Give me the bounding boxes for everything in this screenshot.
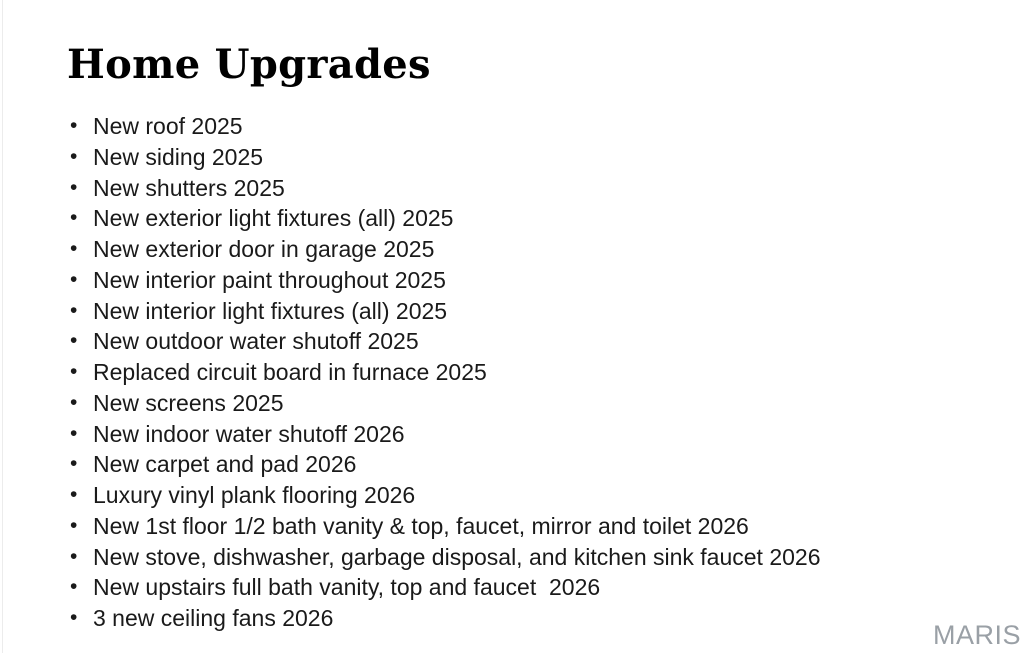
list-item (68, 449, 821, 480)
list-item (68, 173, 821, 204)
list-item-text: New exterior door in garage 2025 (93, 236, 435, 262)
list-item-text: New exterior light fixtures (all) 2025 (93, 205, 454, 232)
list-item-text: New screens 2025 (93, 389, 284, 416)
list-item (68, 142, 821, 173)
list-item-text: Replaced circuit board in furnace 2025 (93, 359, 487, 385)
list-item-text: New carpet and pad 2026 (93, 451, 357, 478)
list-item (68, 357, 821, 388)
list-item (68, 419, 821, 450)
list-item (68, 326, 821, 357)
list-item (68, 572, 821, 603)
list-item (68, 203, 821, 234)
list-item-text: Luxury vinyl plank flooring 2026 (93, 482, 416, 508)
upgrades-list (68, 111, 821, 634)
list-item-text: 3 new ceiling fans 2026 (93, 605, 334, 631)
list-item-text: New outdoor water shutoff 2025 (93, 328, 419, 355)
maris-watermark: MARIS (932, 620, 1021, 650)
list-item-text: New 1st floor 1/2 bath vanity & top, faucet, mirror and toilet 2026 (93, 512, 749, 539)
list-item (68, 388, 821, 419)
list-item (68, 234, 821, 265)
list-item (68, 111, 821, 142)
list-item-text: New interior paint throughout 2025 (93, 266, 446, 293)
list-item-text: New upstairs full bath vanity, top and faucet 2026 (93, 574, 601, 601)
list-item-text: New shutters 2025 (93, 174, 285, 201)
list-item-text: New interior light fixtures (all) 2025 (93, 297, 448, 324)
list-item (68, 511, 821, 542)
list-item (68, 296, 821, 327)
list-item (68, 480, 821, 511)
list-item (68, 265, 821, 296)
page-title: Home Upgrades (67, 40, 431, 88)
list-item-text: New indoor water shutoff 2026 (93, 420, 405, 447)
list-item-text: New roof 2025 (93, 113, 243, 139)
list-item-text: New siding 2025 (93, 143, 264, 170)
left-edge-line (2, 0, 3, 653)
list-item-text: New stove, dishwasher, garbage disposal, and kitchen sink faucet 2026 (93, 543, 821, 570)
list-item (68, 542, 821, 573)
list-item (68, 603, 821, 634)
